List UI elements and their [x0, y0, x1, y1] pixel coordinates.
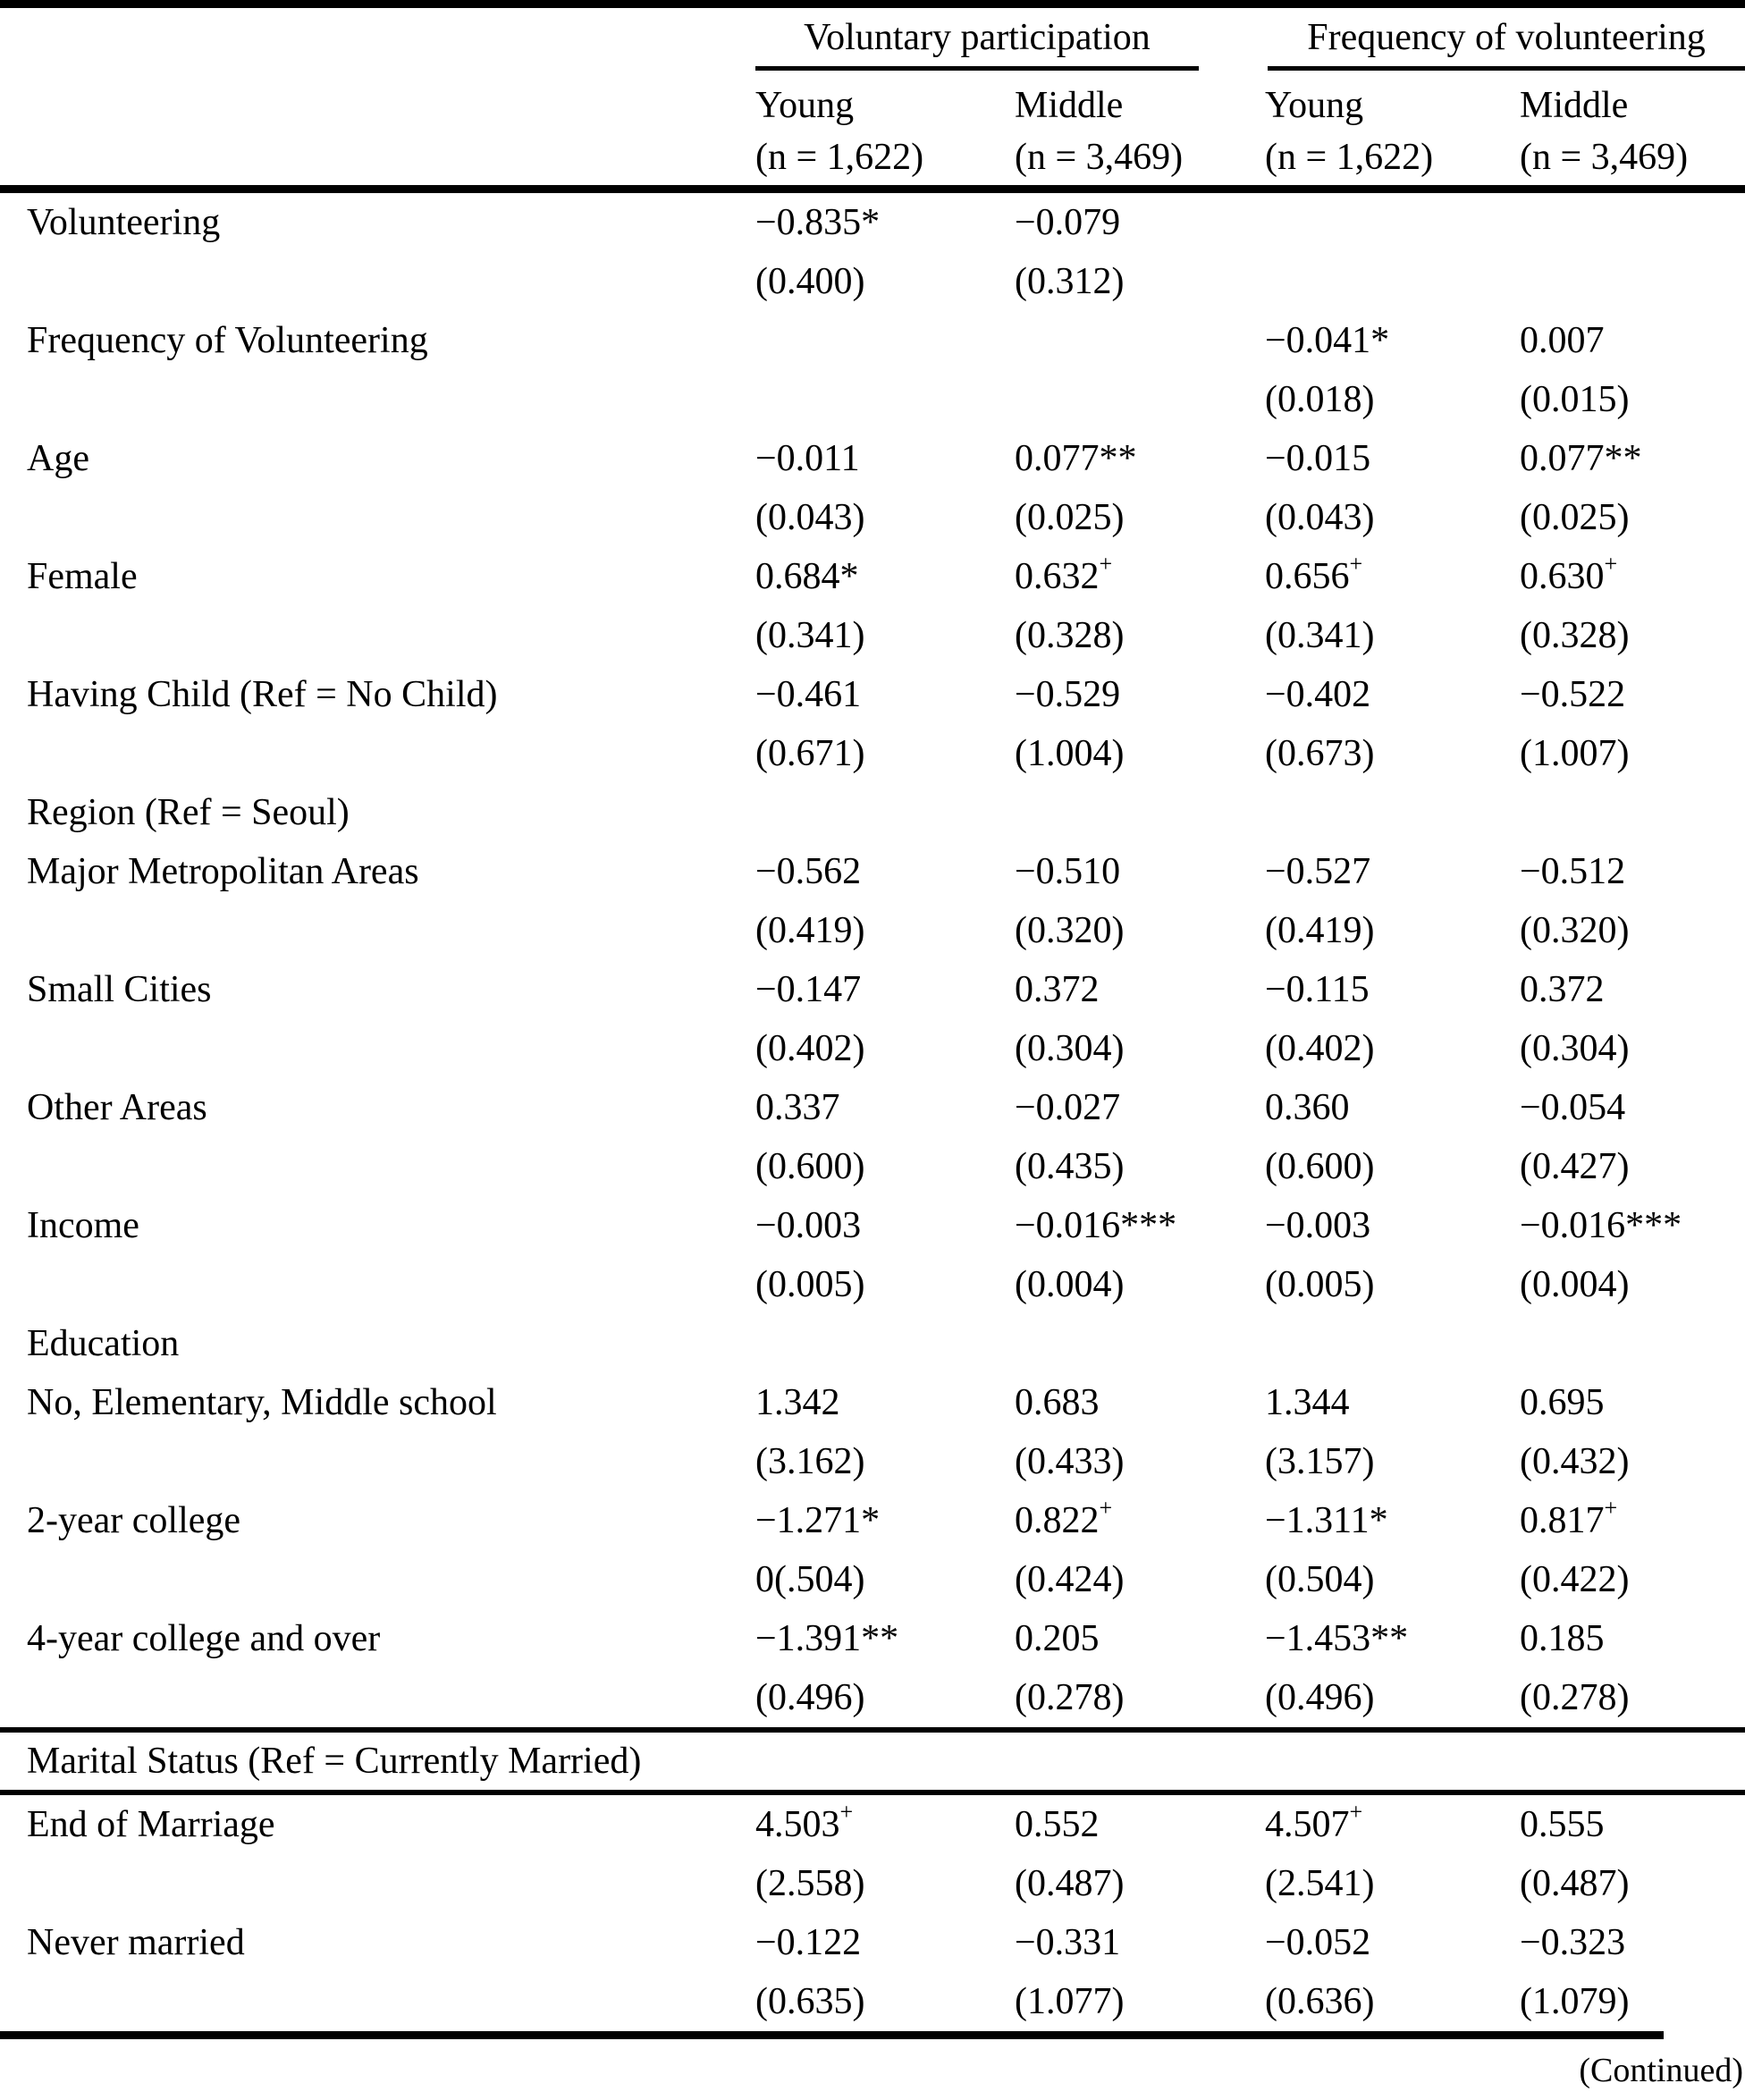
- coefficient-value: −0.527: [1265, 851, 1371, 892]
- standard-error-value: (0.504): [1265, 1559, 1375, 1600]
- sig-plus-superscript: +: [1099, 1495, 1113, 1521]
- section-label: Education: [27, 1323, 180, 1364]
- column-header-n: (n = 3,469): [1520, 136, 1689, 178]
- coefficient-value: −0.003: [1265, 1205, 1371, 1246]
- standard-error-value: (0.320): [1015, 910, 1125, 951]
- coefficient-value: −0.323: [1520, 1922, 1626, 1963]
- coefficient-value: −0.461: [755, 674, 862, 715]
- standard-error-value: (1.004): [1015, 733, 1125, 774]
- coefficient-value: −0.054: [1520, 1087, 1626, 1128]
- standard-error-value: (1.007): [1520, 733, 1630, 774]
- coefficient-value: 1.344: [1265, 1382, 1350, 1423]
- coefficient-value: 0.630+: [1520, 551, 1618, 597]
- table-row: [0, 1913, 1745, 1972]
- coefficient-value: 0.817+: [1520, 1495, 1618, 1541]
- standard-error-value: (0.673): [1265, 733, 1375, 774]
- table-row: [0, 842, 1745, 901]
- coefficient-value: 4.503+: [755, 1799, 854, 1845]
- coefficient-value: 0.185: [1520, 1618, 1605, 1659]
- coefficient-value: 0.007: [1520, 320, 1605, 361]
- standard-error-value: (0.400): [755, 261, 865, 302]
- sig-plus-superscript: +: [839, 1799, 854, 1825]
- table-row: [0, 1019, 1745, 1078]
- table-row: [0, 1255, 1745, 1314]
- standard-error-value: (0.671): [755, 733, 865, 774]
- standard-error-value: (0.432): [1520, 1441, 1630, 1482]
- column-group-frequency-of-volunteering: [1268, 16, 1745, 71]
- standard-error-value: (0.427): [1520, 1146, 1630, 1187]
- table-row: [0, 1972, 1745, 2031]
- table-row: [0, 1432, 1745, 1491]
- table-row: [0, 783, 1745, 842]
- coefficient-value: −1.311*: [1265, 1500, 1388, 1541]
- sig-plus-superscript: +: [1349, 1799, 1363, 1825]
- table-row: [0, 311, 1745, 370]
- column-header-n: (n = 1,622): [755, 136, 924, 178]
- standard-error-value: (0.025): [1015, 497, 1125, 538]
- standard-error-value: (0.600): [755, 1146, 865, 1187]
- row-label: Income: [27, 1205, 139, 1246]
- coefficient-value: −0.079: [1015, 202, 1121, 243]
- table-row: [0, 606, 1745, 665]
- row-label: End of Marriage: [27, 1804, 275, 1845]
- standard-error-value: (0.424): [1015, 1559, 1125, 1600]
- coefficient-value: −1.271*: [755, 1500, 881, 1541]
- table-row: [0, 370, 1745, 429]
- row-label: 2-year college: [27, 1500, 241, 1541]
- table-row: [0, 1373, 1745, 1432]
- standard-error-value: (0.496): [1265, 1677, 1375, 1718]
- table-row: [0, 1078, 1745, 1137]
- table-row: [0, 1609, 1745, 1668]
- sample-size-header-row: [0, 129, 1745, 185]
- table-row: [0, 1733, 1745, 1790]
- standard-error-value: (2.558): [755, 1863, 865, 1904]
- standard-error-value: (0.278): [1015, 1677, 1125, 1718]
- column-group-voluntary-participation: [755, 16, 1199, 71]
- coefficient-value: −0.015: [1265, 438, 1371, 479]
- sig-plus-superscript: +: [1099, 551, 1113, 577]
- standard-error-value: (0.304): [1015, 1028, 1125, 1069]
- standard-error-value: (0.015): [1520, 379, 1630, 420]
- standard-error-value: (0.422): [1520, 1559, 1630, 1600]
- coefficient-value: 0.077**: [1520, 438, 1642, 479]
- standard-error-value: (3.157): [1265, 1441, 1375, 1482]
- coefficient-value: 0.822+: [1015, 1495, 1113, 1541]
- table-row: [0, 547, 1745, 606]
- column-group-label: Frequency of volunteering: [1307, 17, 1706, 58]
- coefficient-value: 0.360: [1265, 1087, 1350, 1128]
- row-label: Female: [27, 556, 138, 597]
- coefficient-value: −0.016***: [1015, 1205, 1177, 1246]
- section-label: Marital Status (Ref = Currently Married): [27, 1741, 642, 1782]
- standard-error-value: (0.304): [1520, 1028, 1630, 1069]
- standard-error-value: (0.635): [755, 1981, 865, 2022]
- table-row: [0, 901, 1745, 960]
- continued-note: (Continued): [1579, 2052, 1743, 2089]
- table-row: [0, 960, 1745, 1019]
- standard-error-value: (0.043): [1265, 497, 1375, 538]
- table-row: [0, 1314, 1745, 1373]
- header-bottom-rule: [0, 185, 1745, 193]
- standard-error-value: (0.328): [1520, 615, 1630, 656]
- table-row: [0, 193, 1745, 252]
- row-label: No, Elementary, Middle school: [27, 1382, 497, 1423]
- cohort-header-row: [0, 71, 1745, 129]
- coefficient-value: 0.372: [1520, 969, 1605, 1010]
- standard-error-value: (0.005): [1265, 1264, 1375, 1305]
- standard-error-value: (0.636): [1265, 1981, 1375, 2022]
- coefficient-value: 4.507+: [1265, 1799, 1363, 1845]
- standard-error-value: (0.043): [755, 497, 865, 538]
- coefficient-value: −0.510: [1015, 851, 1121, 892]
- standard-error-value: (3.162): [755, 1441, 865, 1482]
- standard-error-value: (1.077): [1015, 1981, 1125, 2022]
- coefficient-value: 0.205: [1015, 1618, 1100, 1659]
- column-header-cohort: Middle: [1015, 85, 1124, 126]
- sig-plus-superscript: +: [1349, 551, 1363, 577]
- coefficient-value: −0.003: [755, 1205, 862, 1246]
- coefficient-value: 0.684*: [755, 556, 859, 597]
- coefficient-value: 0.683: [1015, 1382, 1100, 1423]
- table-body: [0, 193, 1745, 2031]
- sig-plus-superscript: +: [1604, 1495, 1618, 1521]
- table-row: [0, 1854, 1745, 1913]
- coefficient-value: −1.391**: [755, 1618, 899, 1659]
- standard-error-value: (0.005): [755, 1264, 865, 1305]
- coefficient-value: −0.562: [755, 851, 862, 892]
- standard-error-value: (0.328): [1015, 615, 1125, 656]
- standard-error-value: (0.025): [1520, 497, 1630, 538]
- row-label: Small Cities: [27, 969, 212, 1010]
- coefficient-value: 0.552: [1015, 1804, 1100, 1845]
- standard-error-value: (0.419): [755, 910, 865, 951]
- standard-error-value: (0.402): [755, 1028, 865, 1069]
- table-row: [0, 488, 1745, 547]
- column-group-label: Voluntary participation: [804, 17, 1151, 58]
- coefficient-value: −0.027: [1015, 1087, 1121, 1128]
- standard-error-value: (1.079): [1520, 1981, 1630, 2022]
- standard-error-value: (2.541): [1265, 1863, 1375, 1904]
- standard-error-value: (0.278): [1520, 1677, 1630, 1718]
- row-label: Other Areas: [27, 1087, 207, 1128]
- column-header-cohort: Young: [1265, 85, 1364, 126]
- table-row: [0, 724, 1745, 783]
- table-row: [0, 1196, 1745, 1255]
- coefficient-value: −0.402: [1265, 674, 1371, 715]
- standard-error-value: (0.341): [755, 615, 865, 656]
- standard-error-value: (0.018): [1265, 379, 1375, 420]
- column-group-header-row: [0, 8, 1745, 71]
- standard-error-value: (0.419): [1265, 910, 1375, 951]
- standard-error-value: (0.487): [1015, 1863, 1125, 1904]
- column-header-cohort: Young: [755, 85, 855, 126]
- column-header-n: (n = 3,469): [1015, 136, 1184, 178]
- table-row: [0, 1491, 1745, 1550]
- table-row: [0, 1668, 1745, 1727]
- standard-error-value: (0.402): [1265, 1028, 1375, 1069]
- coefficient-value: 0.555: [1520, 1804, 1605, 1845]
- coefficient-value: −0.122: [755, 1922, 862, 1963]
- coefficient-value: 0.632+: [1015, 551, 1113, 597]
- standard-error-value: (0.600): [1265, 1146, 1375, 1187]
- row-label: 4-year college and over: [27, 1618, 381, 1659]
- table-row: [0, 429, 1745, 488]
- coefficient-value: 1.342: [755, 1382, 840, 1423]
- standard-error-value: (0.320): [1520, 910, 1630, 951]
- coefficient-value: −0.512: [1520, 851, 1626, 892]
- table-row: [0, 1550, 1745, 1609]
- row-label: Age: [27, 438, 89, 479]
- coefficient-value: −0.011: [755, 438, 860, 479]
- coefficient-value: −0.835*: [755, 202, 881, 243]
- coefficient-value: −0.052: [1265, 1922, 1371, 1963]
- coefficient-value: −0.041*: [1265, 320, 1390, 361]
- coefficient-value: 0.337: [755, 1087, 840, 1128]
- standard-error-value: (0.004): [1015, 1264, 1125, 1305]
- standard-error-value: (0.433): [1015, 1441, 1125, 1482]
- standard-error-value: (0.312): [1015, 261, 1125, 302]
- table-top-rule: [0, 0, 1745, 8]
- row-label: Having Child (Ref = No Child): [27, 674, 498, 715]
- coefficient-value: 0.077**: [1015, 438, 1137, 479]
- coefficient-value: −1.453**: [1265, 1618, 1409, 1659]
- standard-error-value: (0.004): [1520, 1264, 1630, 1305]
- coefficient-value: −0.147: [755, 969, 862, 1010]
- row-label: Volunteering: [27, 202, 221, 243]
- standard-error-value: (0.487): [1520, 1863, 1630, 1904]
- coefficient-value: 0.656+: [1265, 551, 1363, 597]
- continued-row: [0, 2039, 1745, 2100]
- standard-error-value: (0.435): [1015, 1146, 1125, 1187]
- row-label: Never married: [27, 1922, 245, 1963]
- sig-plus-superscript: +: [1604, 551, 1618, 577]
- standard-error-value: (0.496): [755, 1677, 865, 1718]
- section-label: Region (Ref = Seoul): [27, 792, 350, 833]
- coefficient-value: −0.115: [1265, 969, 1370, 1010]
- coefficient-value: −0.522: [1520, 674, 1626, 715]
- coefficient-value: 0.372: [1015, 969, 1100, 1010]
- row-label: Major Metropolitan Areas: [27, 851, 419, 892]
- row-label: Frequency of Volunteering: [27, 320, 428, 361]
- table-row: [0, 252, 1745, 311]
- table-row: [0, 665, 1745, 724]
- table-row: [0, 1795, 1745, 1854]
- table-bottom-rule: [0, 2031, 1664, 2039]
- coefficient-value: −0.016***: [1520, 1205, 1682, 1246]
- coefficient-value: 0.695: [1520, 1382, 1605, 1423]
- coefficient-value: −0.331: [1015, 1922, 1121, 1963]
- coefficient-value: −0.529: [1015, 674, 1121, 715]
- column-header-cohort: Middle: [1520, 85, 1629, 126]
- standard-error-value: 0(.504): [755, 1559, 865, 1600]
- column-header-n: (n = 1,622): [1265, 136, 1434, 178]
- table-row: [0, 1137, 1745, 1196]
- standard-error-value: (0.341): [1265, 615, 1375, 656]
